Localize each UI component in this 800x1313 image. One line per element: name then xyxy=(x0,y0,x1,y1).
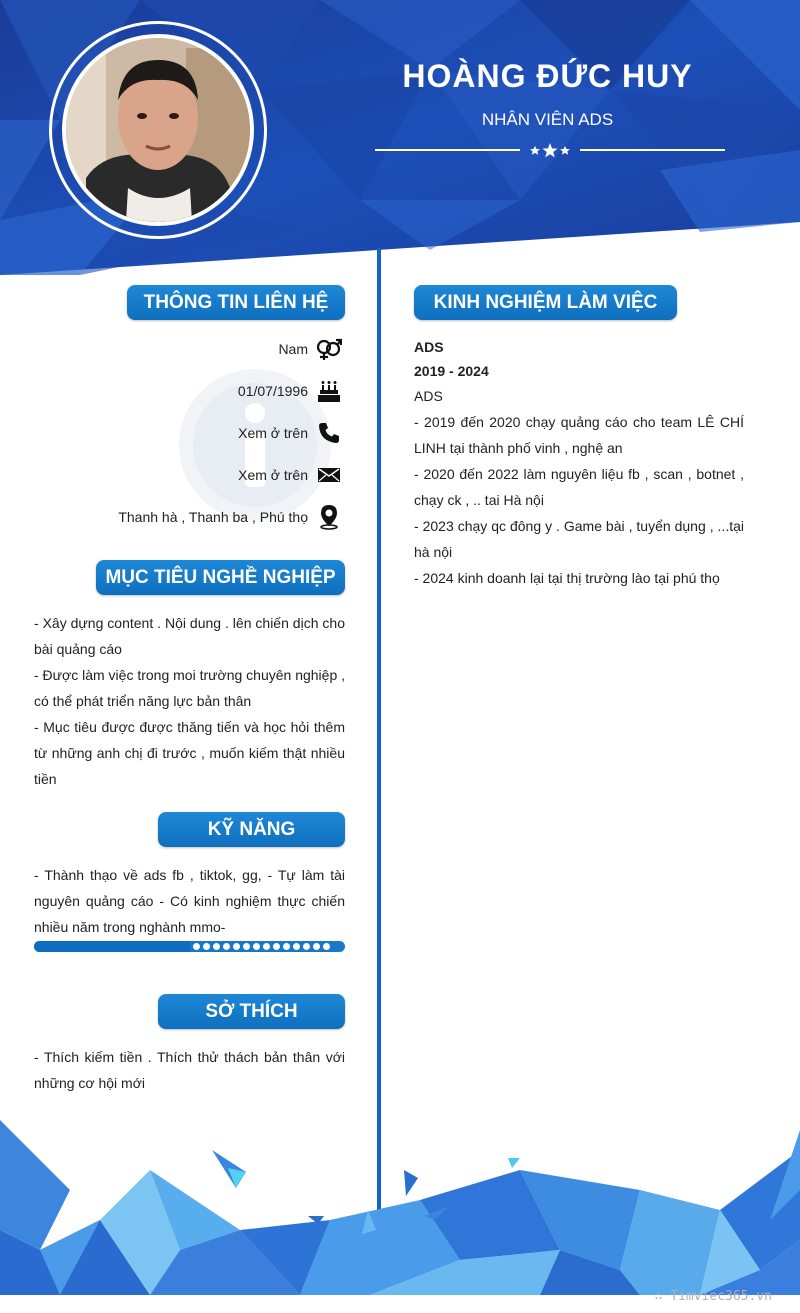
gender-value: Nam xyxy=(278,341,308,357)
skill-dot xyxy=(193,943,200,950)
phone-icon xyxy=(316,420,342,446)
objective-line: - Mục tiêu được được thăng tiến và học hỏi thêm từ những anh chị đi trước , muốn kiếm thật nhiều tiền xyxy=(34,719,345,787)
address-value: Thanh hà , Thanh ba , Phú thọ xyxy=(118,509,308,525)
skill-dot xyxy=(273,943,280,950)
star-divider xyxy=(375,140,725,160)
hobbies-text: - Thích kiếm tiền . Thích thử thách bản thân với những cơ hội mới xyxy=(34,1049,345,1091)
objective-heading: MỤC TIÊU NGHỀ NGHIỆP xyxy=(96,560,345,595)
phone-value[interactable]: Xem ở trên xyxy=(238,425,308,441)
experience-company: ADS xyxy=(414,339,444,355)
skill-dot xyxy=(203,943,210,950)
contact-heading: THÔNG TIN LIÊN HỆ xyxy=(127,285,345,320)
contact-birthday xyxy=(238,378,342,404)
objective-text xyxy=(34,610,345,792)
skill-dot xyxy=(263,943,270,950)
skills-heading: KỸ NĂNG xyxy=(158,812,345,847)
skill-level-bar xyxy=(34,941,345,952)
skill-dot xyxy=(223,943,230,950)
skill-dot xyxy=(293,943,300,950)
experience-heading: KINH NGHIỆM LÀM VIỆC xyxy=(414,285,677,320)
birthday-cake-icon xyxy=(316,378,342,404)
email-value[interactable]: Xem ở trên xyxy=(238,467,308,483)
birthday-value: 01/07/1996 xyxy=(237,383,308,399)
skill-level-fill xyxy=(34,941,190,952)
hobbies-heading: SỞ THÍCH xyxy=(158,994,345,1029)
footer-background xyxy=(0,1110,800,1295)
stars-icon xyxy=(530,143,570,157)
experience-item: - 2024 kinh doanh lại tại thị trường lào tại phú thọ xyxy=(414,570,720,586)
contact-phone xyxy=(238,420,342,446)
gender-icon xyxy=(316,336,342,362)
experience-item: - 2019 đến 2020 chạy quảng cáo cho team LÊ CHÍ LINH tại thành phố vinh , nghệ an xyxy=(414,414,744,456)
experience-period: 2019 - 2024 xyxy=(414,363,489,379)
job-title: NHÂN VIÊN ADS xyxy=(481,110,614,129)
skill-dot xyxy=(283,943,290,950)
objective-line: - Được làm việc trong moi trường chuyên nghiệp , có thể phát triển năng lực bản thân xyxy=(34,667,346,709)
location-pin-icon xyxy=(316,504,342,530)
envelope-icon xyxy=(316,462,342,488)
candidate-name: HOÀNG ĐỨC HUY xyxy=(402,58,693,94)
skills-text: - Thành thạo về ads fb , tiktok, gg, - Tự làm tài nguyên quảng cáo - Có kinh nghiệm thực chiến nhiều năm trong nghành mmo- xyxy=(34,867,345,935)
contact-address xyxy=(118,504,342,530)
contact-gender xyxy=(278,336,342,362)
experience-item: - 2023 chạy qc đông y . Game bài , tuyển dụng , ...tại hà nội xyxy=(414,518,744,560)
contact-email xyxy=(238,462,342,488)
skill-dot xyxy=(323,943,330,950)
column-divider xyxy=(377,248,381,1245)
experience-item: - 2020 đến 2022 làm nguyên liệu fb , scan , botnet , chạy ck , .. tai Hà nội xyxy=(414,466,744,508)
skill-dot xyxy=(213,943,220,950)
skill-dot xyxy=(243,943,250,950)
skill-level-remaining xyxy=(193,943,330,950)
experience-block xyxy=(414,335,744,591)
skill-dot xyxy=(313,943,320,950)
skill-dot xyxy=(303,943,310,950)
skill-dot xyxy=(233,943,240,950)
skill-dot xyxy=(253,943,260,950)
experience-position: ADS xyxy=(414,388,443,404)
avatar xyxy=(62,34,254,226)
objective-line: - Xây dựng content . Nội dung . lên chiến dịch cho bài quảng cáo xyxy=(34,615,345,657)
site-watermark: ∴ Timviec365.vn xyxy=(654,1289,772,1304)
